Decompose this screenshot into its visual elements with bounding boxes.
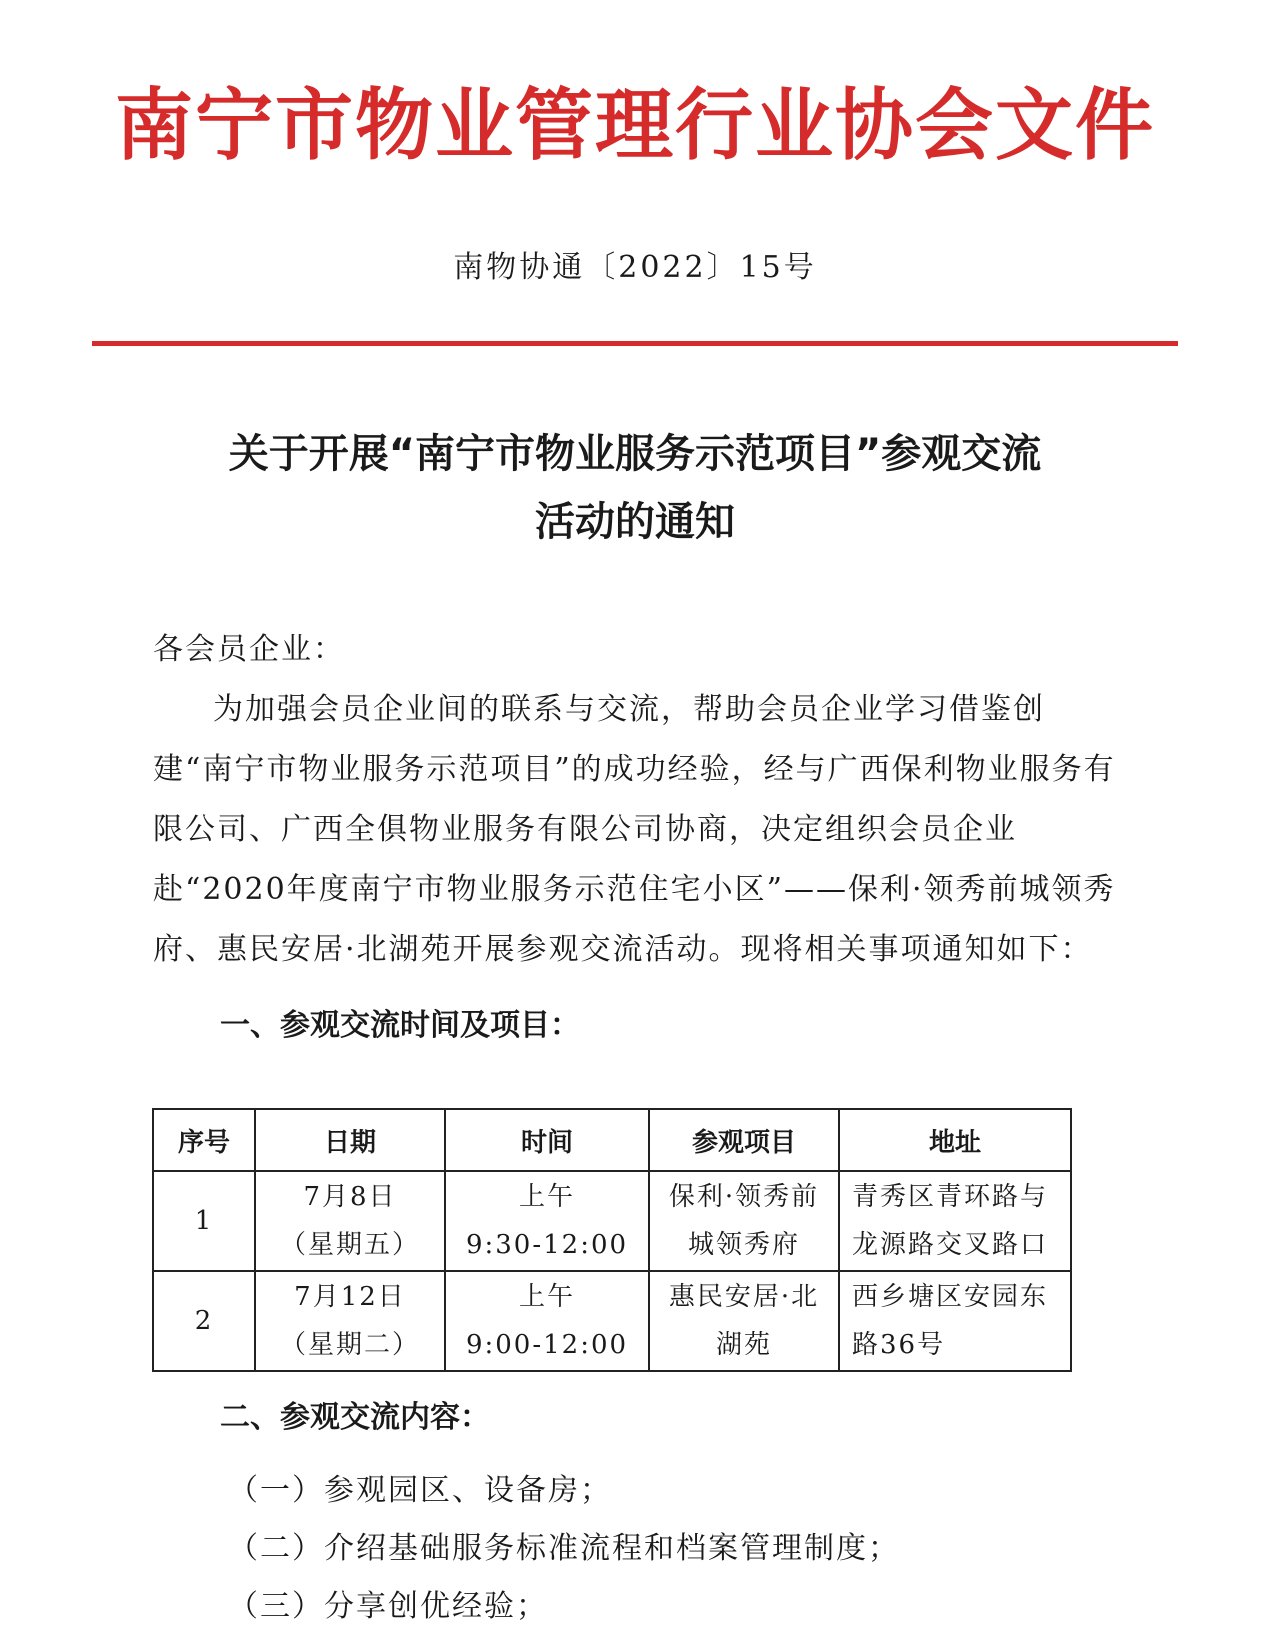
content-items-list <box>228 1462 1128 1636</box>
cell-time <box>445 1271 649 1371</box>
notice-title-line2: 活动的通知 <box>535 499 735 545</box>
cell-project <box>649 1271 839 1371</box>
header-cell-time: 时间 <box>445 1109 649 1171</box>
notice-title <box>140 420 1130 556</box>
red-divider <box>92 341 1178 346</box>
cell-date <box>255 1171 445 1271</box>
cell-no: 1 <box>153 1171 255 1271</box>
notice-body <box>153 620 1123 980</box>
list-item: （二）介绍基础服务标准流程和档案管理制度； <box>228 1531 900 1566</box>
schedule-table <box>152 1108 1072 1372</box>
section1-heading: 一、参观交流时间及项目： <box>220 1008 580 1043</box>
table-row <box>153 1271 1071 1371</box>
cell-project-line1: 保利·领秀前 <box>668 1182 820 1212</box>
cell-time-line1: 上午 <box>518 1282 575 1312</box>
cell-no: 2 <box>153 1271 255 1371</box>
greeting: 各会员企业： <box>153 632 345 667</box>
cell-project-line1: 惠民安居·北 <box>668 1282 820 1312</box>
table-row <box>153 1171 1071 1271</box>
cell-address-line1: 青秀区青环路与 <box>852 1182 1049 1212</box>
header-cell-address: 地址 <box>839 1109 1071 1171</box>
schedule-table-wrapper <box>152 1108 1072 1372</box>
cell-time-line2: 9:00-12:00 <box>465 1330 629 1360</box>
section2-heading: 二、参观交流内容： <box>220 1400 490 1435</box>
list-item: （一）参观园区、设备房； <box>228 1473 612 1508</box>
document-number: 南物协通〔2022〕15号 <box>453 250 817 285</box>
header-cell-date: 日期 <box>255 1109 445 1171</box>
cell-time-line1: 上午 <box>518 1182 575 1212</box>
table-header-row <box>153 1109 1071 1171</box>
cell-project <box>649 1171 839 1271</box>
cell-date <box>255 1271 445 1371</box>
cell-address-line1: 西乡塘区安园东 <box>852 1282 1049 1312</box>
intro-paragraph: 为加强会员企业间的联系与交流，帮助会员企业学习借鉴创建“南宁市物业服务示范项目”的成功经验，经与广西保利物业服务有限公司、广西全俱物业服务有限公司协商，决定组织会员企业赴“2020年度南宁市物业服务示范住宅小区”——保利·领秀前城领秀府、惠民安居·北湖苑开展参观交流活动。现将相关事项通知如下： <box>153 692 1116 967</box>
cell-project-line2: 湖苑 <box>715 1330 772 1360</box>
cell-address <box>839 1271 1071 1371</box>
cell-date-line2: （星期二） <box>279 1330 420 1360</box>
cell-date-line2: （星期五） <box>279 1230 420 1260</box>
cell-date-line1: 7月12日 <box>294 1282 406 1312</box>
cell-date-line1: 7月8日 <box>303 1182 397 1212</box>
list-item: （三）分享创优经验； <box>228 1589 548 1624</box>
cell-address <box>839 1171 1071 1271</box>
org-header-title: 南宁市物业管理行业协会文件 <box>114 81 1155 171</box>
cell-address-line2: 龙源路交叉路口 <box>852 1230 1049 1260</box>
header-cell-no: 序号 <box>153 1109 255 1171</box>
cell-time-line2: 9:30-12:00 <box>465 1230 629 1260</box>
header-cell-project: 参观项目 <box>649 1109 839 1171</box>
cell-address-line2: 路36号 <box>852 1330 946 1360</box>
notice-title-line1: 关于开展“南宁市物业服务示范项目”参观交流 <box>228 431 1042 477</box>
cell-time <box>445 1171 649 1271</box>
cell-project-line2: 城领秀府 <box>687 1230 800 1260</box>
